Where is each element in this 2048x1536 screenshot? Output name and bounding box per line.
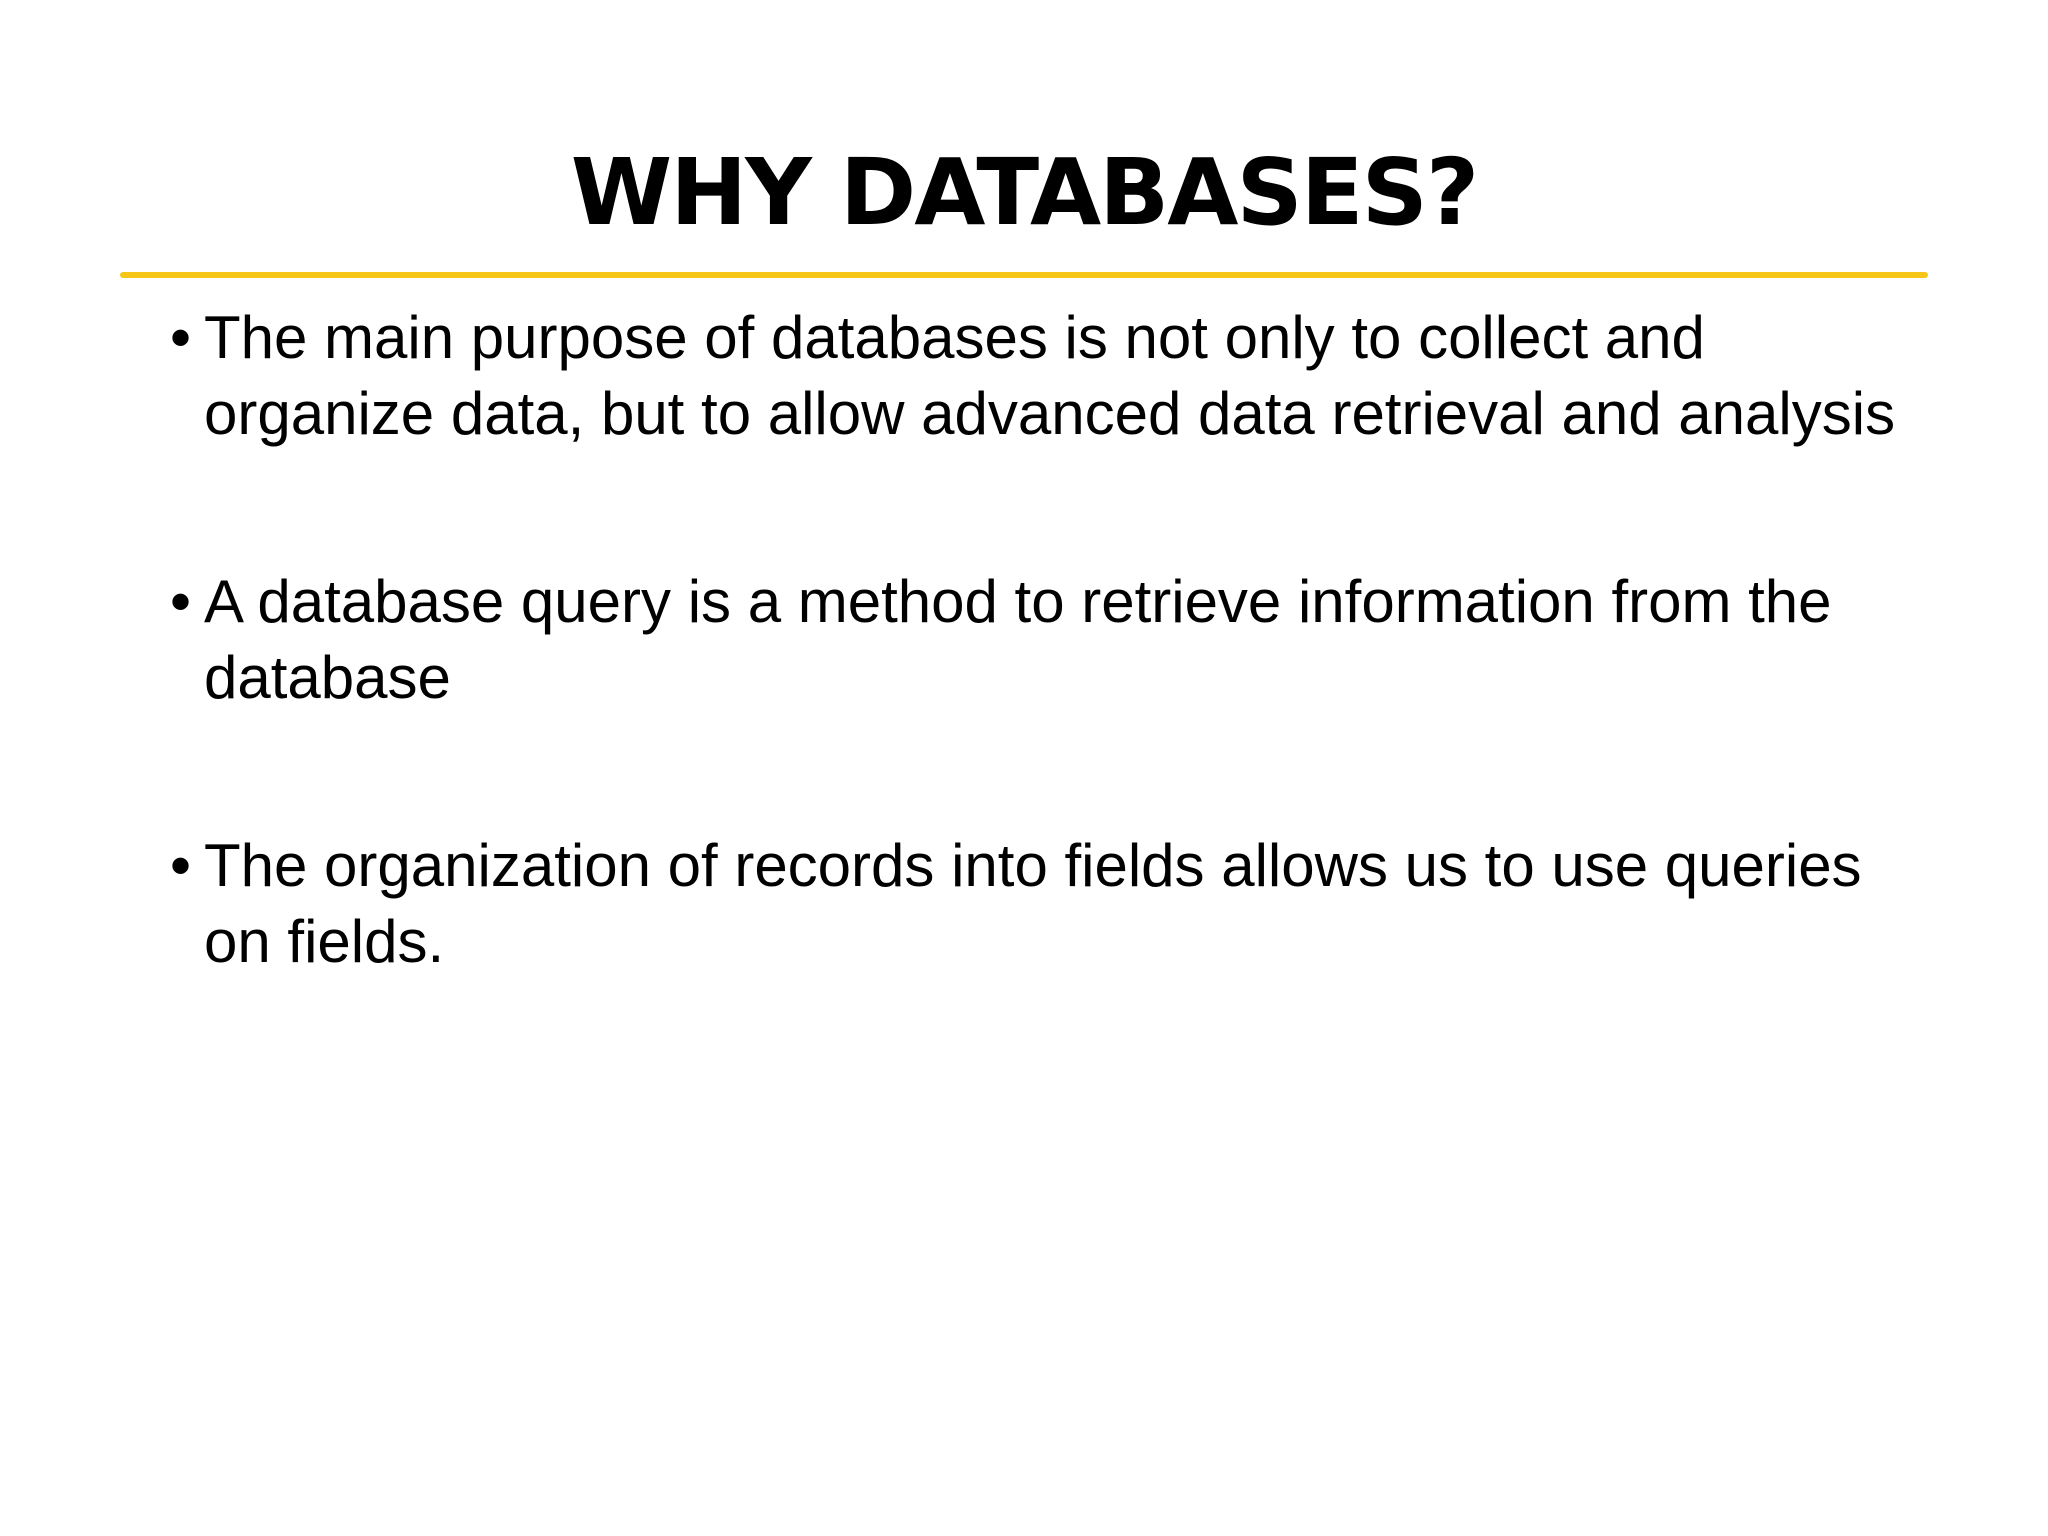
- bullet-dot-icon: •: [170, 304, 192, 371]
- bullet-dot-icon: •: [170, 832, 192, 899]
- bullet-dot-icon: •: [170, 568, 192, 635]
- bullet-list: [170, 300, 1930, 980]
- bullet-text: The organization of records into fields allows us to use queries on fields.: [204, 832, 1862, 975]
- bullet-text: The main purpose of databases is not only to collect and organize data, but to allow advanced data retrieval and analysis: [204, 304, 1896, 447]
- bullet-item: [170, 828, 1930, 980]
- slide-title: WHY DATABASES?: [570, 139, 1478, 246]
- title-underline: [120, 272, 1928, 278]
- bullet-item: [170, 300, 1930, 452]
- bullet-item: [170, 564, 1930, 716]
- bullet-text: A database query is a method to retrieve information from the database: [204, 568, 1832, 711]
